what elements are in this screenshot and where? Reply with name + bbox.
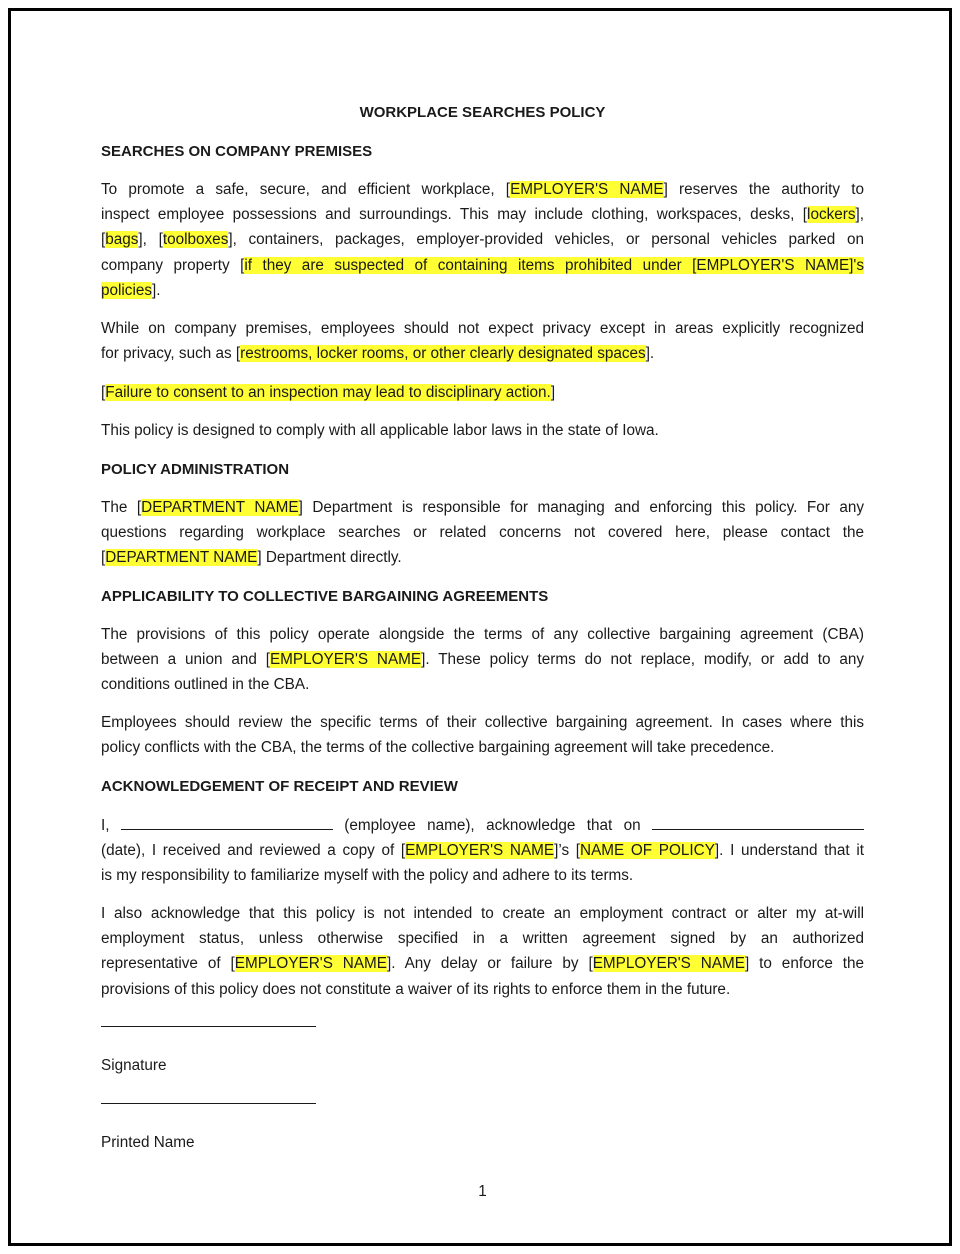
printed-name-line[interactable] (101, 1103, 316, 1104)
paragraph-privacy-expectation (101, 316, 864, 366)
paragraph-cba-precedence (101, 710, 864, 760)
heading-policy-administration: POLICY ADMINISTRATION (101, 461, 290, 478)
paragraph-line: policies]. (101, 281, 161, 299)
placeholder-employer-name: EMPLOYER'S NAME (405, 842, 555, 860)
paragraph-line: representative of [EMPLOYER'S NAME]. Any delay or failure by [EMPLOYER'S NAME] to enforce the (101, 955, 865, 973)
heading-cba: APPLICABILITY TO COLLECTIVE BARGAINING AGREEMENTS (101, 588, 549, 605)
paragraph-line: employment status, unless otherwise specified in a written agreement signed by an authorized (101, 930, 864, 948)
placeholder-department-name: DEPARTMENT NAME (105, 549, 258, 567)
page-number: 1 (478, 1183, 487, 1200)
placeholder-lockers: lockers (807, 206, 856, 224)
paragraph-line: (date), I received and reviewed a copy of [EMPLOYER'S NAME]’s [NAME OF POLICY]. I understand that it (101, 842, 864, 860)
placeholder-policies: policies (101, 281, 153, 299)
paragraph-line: provisions of this policy does not constitute a waiver of its rights to enforce them in the future. (101, 980, 731, 998)
paragraph-consent (101, 380, 864, 405)
placeholder-private-areas: restrooms, locker rooms, or other clearly designated spaces (240, 345, 646, 363)
signature-label: Signature (101, 1057, 167, 1074)
placeholder-employer-name: EMPLOYER'S NAME (592, 955, 745, 973)
paragraph-line: The provisions of this policy operate alongside the terms of any collective bargaining agreement (CBA) (101, 626, 864, 643)
paragraph-line: for privacy, such as [restrooms, locker rooms, or other clearly designated spaces]. (101, 345, 655, 363)
placeholder-department-name: DEPARTMENT NAME (141, 499, 299, 516)
paragraph-line: This policy is designed to comply with all applicable labor laws in the state of Iowa. (101, 422, 659, 439)
paragraph-line: policy conflicts with the CBA, the terms of the collective bargaining agreement will take precedence. (101, 739, 775, 757)
heading-acknowledgement: ACKNOWLEDGEMENT OF RECEIPT AND REVIEW (101, 778, 458, 795)
employee-name-blank[interactable] (121, 812, 333, 830)
paragraph-line: is my responsibility to familiarize myself with the policy and adhere to its terms. (101, 867, 634, 885)
paragraph-at-will (101, 901, 864, 1002)
paragraph-line: I also acknowledge that this policy is not intended to create an employment contract or alter my at-will (101, 905, 864, 922)
paragraph-line: I, (employee name), acknowledge that on (101, 812, 864, 838)
paragraph-acknowledgement (101, 812, 864, 889)
paragraph-line: The [DEPARTMENT NAME] Department is responsible for managing and enforcing this policy. For any (101, 499, 865, 516)
heading-searches-on-premises: SEARCHES ON COMPANY PREMISES (101, 143, 373, 160)
placeholder-consent-clause: Failure to consent to an inspection may lead to disciplinary action. (105, 384, 551, 401)
placeholder-employer-name: EMPLOYER'S NAME (234, 955, 388, 973)
paragraph-line: [Failure to consent to an inspection may lead to disciplinary action.] (101, 384, 556, 401)
paragraph-line: While on company premises, employees should not expect privacy except in areas explicitly recognized (101, 320, 864, 337)
paragraph-line: company property [if they are suspected of containing items prohibited under [EMPLOYER'S NAME]'s (101, 256, 864, 274)
paragraph-line: [DEPARTMENT NAME] Department directly. (101, 549, 402, 567)
document-title: WORKPLACE SEARCHES POLICY (359, 104, 606, 121)
paragraph-line: Employees should review the specific terms of their collective bargaining agreement. In cases where this (101, 714, 864, 731)
placeholder-suspicion-clause: if they are suspected of containing items prohibited under [EMPLOYER'S NAME]'s (244, 256, 864, 274)
placeholder-employer-name: EMPLOYER'S NAME (269, 651, 422, 669)
printed-name-label: Printed Name (101, 1134, 195, 1151)
paragraph-line: [bags], [toolboxes], containers, packages, employer-provided vehicles, or personal vehicles parked on (101, 231, 865, 249)
paragraph-line: inspect employee possessions and surroundings. This may include clothing, workspaces, desks, [lockers], (101, 206, 864, 224)
paragraph-line: questions regarding workplace searches or related concerns not covered here, please contact the (101, 524, 864, 542)
paragraph-administration (101, 495, 864, 571)
placeholder-toolboxes: toolboxes (162, 231, 229, 249)
paragraph-line: conditions outlined in the CBA. (101, 676, 310, 694)
paragraph-line: between a union and [EMPLOYER'S NAME]. These policy terms do not replace, modify, or add to any (101, 651, 864, 669)
date-blank[interactable] (652, 812, 864, 830)
placeholder-name-of-policy: NAME OF POLICY (580, 842, 715, 860)
placeholder-employer-name: EMPLOYER'S NAME (510, 181, 664, 198)
paragraph-search-authority (101, 177, 864, 303)
signature-line[interactable] (101, 1026, 316, 1027)
paragraph-compliance (101, 418, 864, 443)
paragraph-cba-provisions (101, 622, 864, 698)
placeholder-bags: bags (105, 231, 139, 249)
paragraph-line: To promote a safe, secure, and efficient workplace, [EMPLOYER'S NAME] reserves the authority to (101, 181, 864, 198)
document-page (8, 8, 952, 1246)
